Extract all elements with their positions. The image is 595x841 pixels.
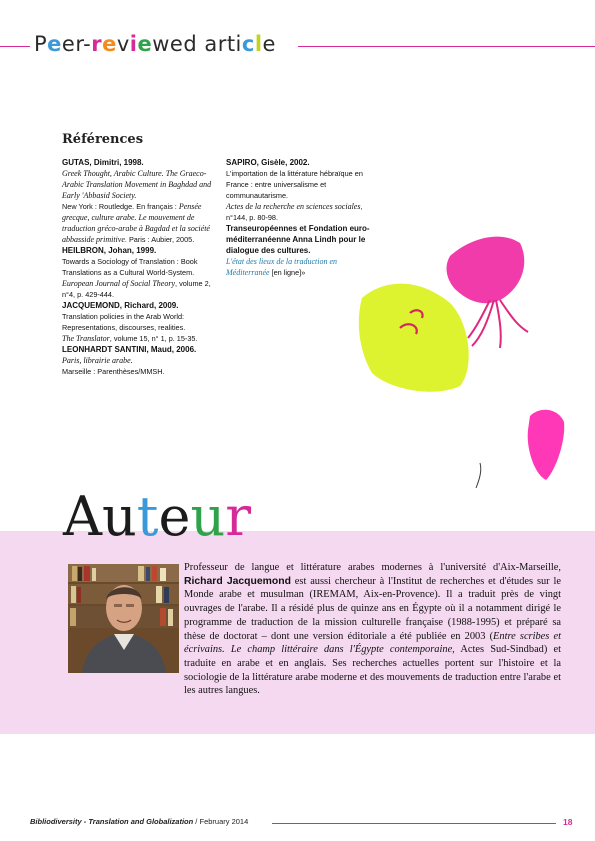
reference-detail: [en ligne]» (269, 268, 306, 277)
author-heading-letter: e (158, 485, 191, 548)
title-letter: c (241, 32, 255, 56)
author-heading-letter: A (63, 485, 102, 548)
author-heading (63, 487, 251, 547)
reference-text (62, 278, 220, 300)
reference-detail: , n°144, p. 80-98. (226, 202, 363, 222)
title-letter: er- (61, 32, 92, 56)
page-header (0, 30, 595, 60)
author-photo (68, 564, 179, 673)
reference-text (62, 201, 220, 245)
lime-ink-shape (359, 284, 469, 392)
footer-title: Bibliodiversity - Translation and Globalization (30, 817, 194, 826)
title-letter: wed arti (152, 32, 242, 56)
reference-title: European Journal of Social Theory (62, 279, 176, 288)
magenta-ink-blob (528, 410, 565, 480)
header-rule-left (0, 46, 30, 47)
reference-text: L'importation de la littérature hébraïque en France : entre universalisme et communautarisme. (226, 169, 363, 200)
author-name: Richard Jacquemond (184, 575, 291, 587)
title-letter: r (91, 32, 103, 56)
reference-author: SAPIRO, Gisèle, 2002. (226, 158, 310, 167)
reference-author: JACQUEMOND, Richard, 2009. (62, 301, 179, 310)
reference-title: Pensée grecque, culture arabe. Le mouvement de traduction gréco-arabe à Bagdad et la société abbasside primitive (62, 202, 210, 244)
section-title (34, 32, 276, 56)
reference-text: Translation policies in the Arab World: Representations, discourses, realities. (62, 312, 186, 332)
calligraphy-artwork (350, 208, 595, 508)
reference-title: Greek Thought, Arabic Culture. The Graeco-Arabic Translation Movement in Baghdad and Early 'Abbasid Society. (62, 169, 212, 200)
author-heading-letter: u (190, 485, 226, 548)
footer-separator: / (193, 817, 200, 826)
title-letter: e (137, 32, 153, 56)
footer-date: February 2014 (199, 817, 249, 826)
title-letter: e (262, 32, 276, 56)
bio-text: Professeur de langue et littérature arabes modernes à l'université d'Aix-Marseille, (184, 562, 561, 573)
reference-detail: , volume 15, n° 1, p. 15-35. (109, 334, 198, 343)
footer-publication (30, 817, 248, 826)
reference-title: Paris, librairie arabe. (62, 356, 133, 365)
ink-tail-stroke (476, 463, 481, 488)
header-rule-right (298, 46, 595, 47)
bio-text: est aussi chercheur à l'Institut de recherches et d'études sur le Monde arabe et musulman (IREMAM, Aix-en-Provence). Il a traduit près de vingt ouvrages de l'arabe. Il a résidé plus de quinze ans en Égypte où il a notamment dirigé le programme de traduction de la mission culturelle française (1988-1995) et préparé sa thèse de doctorat – dont une version éditoriale a été publiée en 2003 ( (184, 575, 561, 642)
reference-author: GUTAS, Dimitri, 1998. (62, 158, 144, 167)
magenta-stroke-lines (468, 300, 528, 348)
title-letter: e (102, 32, 117, 56)
title-letter: v (116, 32, 130, 56)
magenta-ink-shape (447, 237, 525, 304)
author-heading-letter: t (136, 485, 159, 548)
footer-rule (272, 823, 556, 824)
reference-detail: . Paris : Aubier, 2005. (124, 235, 195, 244)
reference-title: Actes de la recherche en sciences sociales (226, 202, 361, 211)
reference-text (62, 333, 220, 344)
author-heading-letter: u (102, 485, 137, 548)
reference-organization: Transeuropéennes et Fondation euro-méditerranéenne Anna Lindh pour le dialogue des cultures. (226, 224, 370, 255)
bio-text: Actes Sud-Sindbad) et traduite en arabe et en anglais. Ses recherches actuelles portent sur l'histoire et la sociologie de la littérature arabe moderne et des mouvements de traduction entre l'arabe et les autres langues. (184, 644, 561, 697)
author-biography (184, 561, 561, 698)
reference-link[interactable]: L'état des lieux de la traduction en Méditerranée (226, 257, 338, 277)
page-number: 18 (563, 817, 573, 827)
reference-text: Marseille : Parenthèses/MMSH. (62, 367, 165, 376)
reference-author: LEONHARDT SANTINI, Maud, 2006. (62, 345, 197, 354)
reference-detail: , volume 2, n°4, p. 429-444. (62, 279, 211, 299)
reference-author: HEILBRON, Johan, 1999. (62, 246, 157, 255)
title-letter: i (129, 32, 138, 56)
author-heading-letter: r (225, 485, 252, 548)
reference-title: The Translator (62, 334, 110, 343)
references-column-1 (62, 157, 220, 377)
book-title: Entre scribes et écrivains. Le champ littéraire dans l'Égypte contemporaine, (184, 630, 561, 656)
title-letter: e (47, 32, 62, 56)
title-letter: P (34, 32, 48, 56)
reference-detail: New York : Routledge. En français : (62, 202, 179, 211)
reference-text: Towards a Sociology of Translation : Book Translations as a Cultural World-System. (62, 257, 198, 277)
page-footer (0, 815, 595, 835)
references-heading: Références (62, 132, 144, 147)
title-letter: l (254, 32, 263, 56)
